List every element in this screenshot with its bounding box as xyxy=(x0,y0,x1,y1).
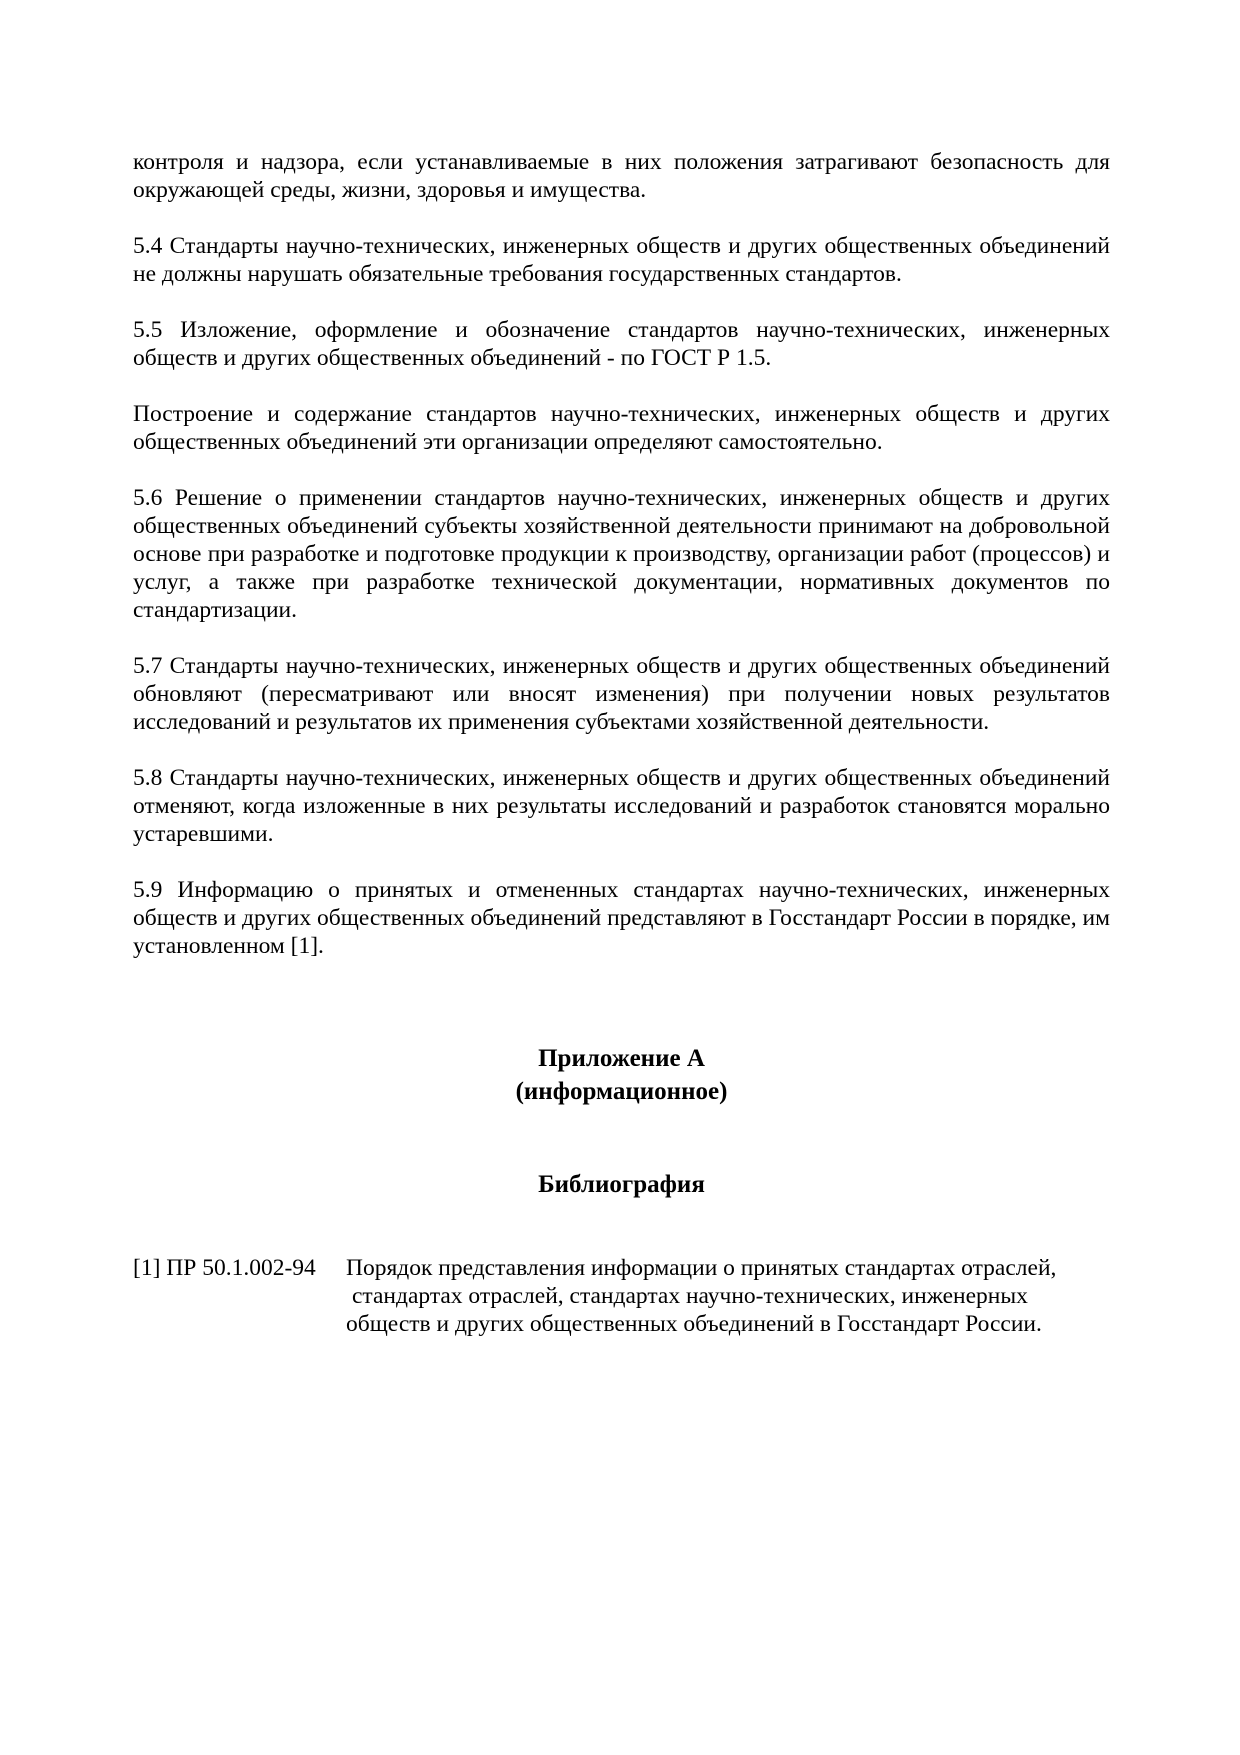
bibliography-title: Библиография xyxy=(538,1171,705,1198)
paragraph-5-7: 5.7 Стандарты научно-технических, инженерных обществ и других общественных объединений обновляют (пересматривают или вносят изменения) при получении новых результатов исследований и результатов их применения субъектами хозяйственной деятельности. xyxy=(133,653,1110,735)
paragraph-5-8: 5.8 Стандарты научно-технических, инженерных обществ и других общественных объединений отменяют, когда изложенные в них результаты исследований и разработок становятся морально устаревшими. xyxy=(133,765,1110,847)
bibliography-entry-ref: [1] ПР 50.1.002-94 xyxy=(133,1255,316,1281)
bibliography-entry-text xyxy=(346,1254,1110,1338)
paragraph-5-5: 5.5 Изложение, оформление и обозначение стандартов научно-технических, инженерных обществ и других общественных объединений - по ГОСТ Р 1.5. xyxy=(133,317,1110,371)
bibliography-entry-line: стандартах отраслей, стандартах научно-технических, инженерных xyxy=(352,1283,1028,1309)
paragraph-continuation: контроля и надзора, если устанавливаемые в них положения затрагивают безопасность для окружающей среды, жизни, здоровья и имущества. xyxy=(133,149,1110,203)
paragraph-structure: Построение и содержание стандартов научно-технических, инженерных обществ и других общественных объединений эти организации определяют самостоятельно. xyxy=(133,401,1110,455)
bibliography-entry xyxy=(133,1254,1110,1338)
appendix-heading xyxy=(133,1042,1110,1108)
bibliography-entry-line: обществ и других общественных объединений в Госстандарт России. xyxy=(346,1311,1042,1337)
appendix-title: Приложение А xyxy=(538,1045,705,1072)
paragraph-5-4: 5.4 Стандарты научно-технических, инженерных обществ и других общественных объединений не должны нарушать обязательные требования государственных стандартов. xyxy=(133,233,1110,287)
appendix-subtitle: (информационное) xyxy=(515,1078,728,1105)
document-page xyxy=(133,148,1110,1338)
paragraph-5-9: 5.9 Информацию о принятых и отмененных стандартах научно-технических, инженерных обществ и других общественных объединений представляют в Госстандарт России в порядке, им установленном [1]. xyxy=(133,877,1110,959)
paragraph-5-6: 5.6 Решение о применении стандартов научно-технических, инженерных обществ и других общественных объединений субъекты хозяйственной деятельности принимают на добровольной основе при разработке и подготовке продукции к производству, организации работ (процессов) и услуг, а также при разработке технической документации, нормативных документов по стандартизации. xyxy=(133,485,1110,623)
bibliography-entry-line: Порядок представления информации о принятых стандартах отраслей, xyxy=(346,1255,1057,1281)
